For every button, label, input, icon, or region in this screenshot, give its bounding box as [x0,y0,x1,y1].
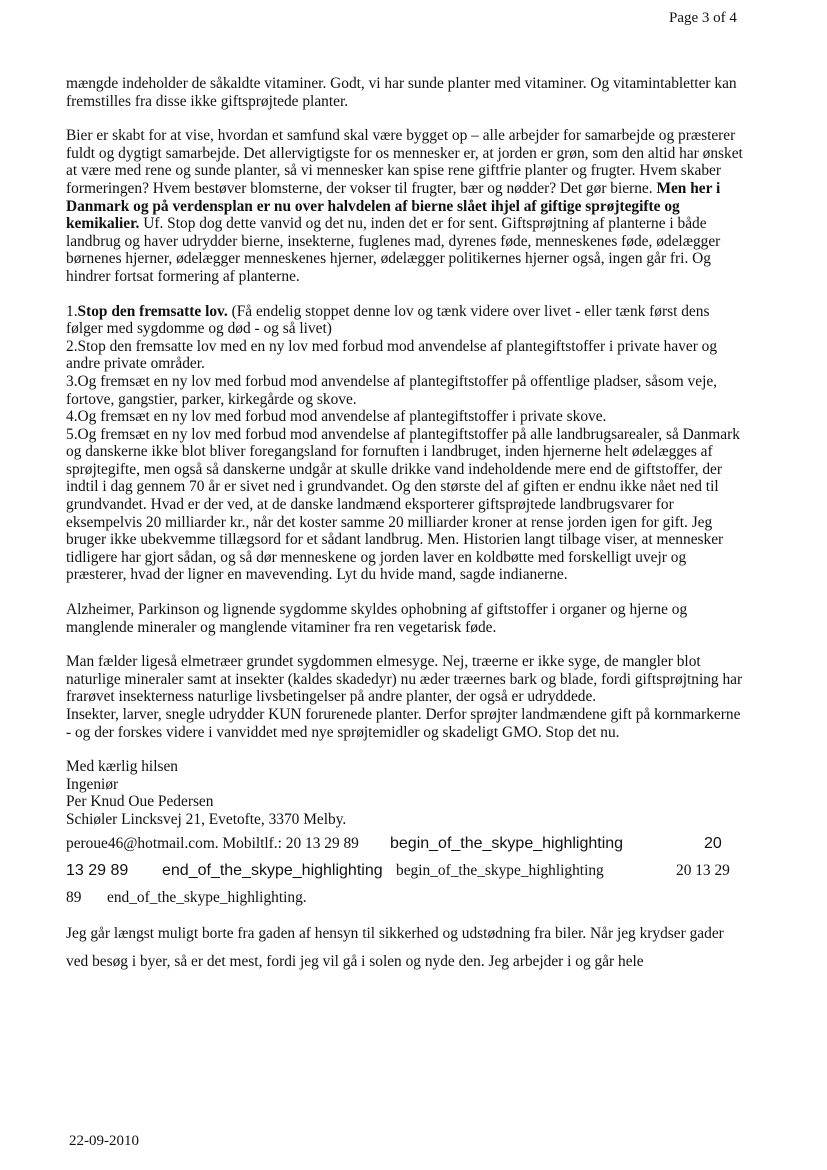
paragraph-elm-trees-2: Insekter, larver, snegle udrydder KUN forurenede planter. Derfor sprøjter landmændene gift på kornmarkerne - og der forskes videre i vanviddet med nye sprøjtemidler og skadeligt GMO. Stop det nu. [66,706,741,741]
skype-end-2: end_of_the_skype_highlighting. [107,888,307,906]
list-item-1-bold: Stop den fremsatte lov. [77,302,228,320]
signature-address: Schiøler Lincksvej 21, Evetofte, 3370 Melby. [66,810,347,828]
footer-date: 22-09-2010 [69,1133,139,1149]
paragraph-bees-text-1: Bier er skabt for at vise, hvordan et samfund skal være bygget op – alle arbejder for samarbejde og præsterer fuldt og dygtigt samarbejde. Det allervigtigste for os mennesker er, at jorden er grøn, som den altid har ønsket at være med rene og sunde planter, så vi mennesker kan spise rene giftfrie planter og frugter. Hvem skaber formeringen? Hvem bestøver blomsterne, der vokser til frugter, bær og nødder? Det gør bierne. [66,127,743,197]
contact-block [66,835,748,916]
contact-line-1 [66,835,748,862]
list-item-1-prefix: 1. [66,302,78,320]
list-item-3: 3.Og fremsæt en ny lov med forbud mod anvendelse af plantegiftstoffer på offentlige pladser, såsom veje, fortove, gangstier, parker, kirkegårde og skove. [66,372,718,408]
paragraph-vitamins: mængde indeholder de såkaldte vitaminer. Godt, vi har sunde planter med vitaminer. Og vitamintabletter kan fremstilles fra disse ikke giftsprøjtede planter. [66,75,737,110]
contact-line-3 [66,889,748,916]
skype-begin-2: begin_of_the_skype_highlighting [396,861,604,879]
paragraph-elm-trees-1: Man fælder ligeså elmetræer grundet sygdommen elmesyge. Nej, træerne er ikke syge, de mangler blot naturlige mineraler samt at insekter (kaldes skadedyr) nu æder træernes bark og blade, fordi giftsprøjtning har frarøvet insekterness naturlige livsbetingelser på andre planter, der også er udryddede. [66,653,743,706]
signature-block [66,758,748,828]
skype-begin-1: begin_of_the_skype_highlighting [390,834,624,852]
list-item-1-text: (Få endelig stoppet denne lov og tænk videre over livet - eller tænk først dens følger med sygdomme og død - og så livet) [66,302,710,338]
list-item-4: 4.Og fremsæt en ny lov med forbud mod anvendelse af plantegiftstoffer i private skove. [66,408,607,426]
signature-name: Per Knud Oue Pedersen [66,793,214,811]
signature-greeting: Med kærlig hilsen [66,758,179,776]
paragraph-elm-trees [66,653,748,741]
phone-part-13-29-89: 13 29 89 [66,861,129,879]
list-item-1 [66,303,748,338]
paragraph-bees-text-2: Uf. Stop dog dette vanvid og det nu, inden det er for sent. Giftsprøjtning af planterne i både landbrug og haver udrydder bierne, insekterne, fuglenes mad, dyrenes føde, menneskenes føde, ødelægger børnenes hjerner, ødelægger menneskenes hjerner, ødelægger politikernes hjerner også, ingen går fri. Og hindrer fortsat formering af planterne. [66,215,721,285]
email-phone: peroue46@hotmail.com. Mobiltlf.: 20 13 29 89 [66,834,359,852]
phone-part-20: 20 [704,834,722,852]
paragraph-bees [66,127,748,285]
list-item-5: 5.Og fremsæt en ny lov med forbud mod anvendelse af plantegiftstoffer på alle landbrugsarealer, så Danmark og danskerne ikke blot bliver foregangsland for fornuften i landbruget, inden hjernerne helt ødelægges af sprøjtegifte, men også så danskerne undgår at skulle drikke vand indeholdende mere end de giftstoffer, der indtil i dag gennem 70 år er sivet ned i grundvandet. Og den største del af giften er endnu ikke nået ned til grundvandet. Hvad er der ved, at de danske landmænd eksporterer giftsprøjtede landbrugsvarer for eksempelvis 20 milliarder kr., når det koster samme 20 milliarder kroner at rense jorden igen for gift. Jeg bruger ikke ubekvemme tillægsord for et sådant landbrug. Men. Historien langt tilbage viser, at mennesker tidligere har gjort sådan, og så dør menneskene og jorden laver en koldbøtte med forskelligt uvejr og præsterer, hvad der ligner en mavevending. Lyt du hvide mand, sagde indianerne. [66,425,740,584]
paragraph-bees-bold: Men her i Danmark og på verdensplan er nu over halvdelen af bierne slået ihjel af giftige sprøjtegifte og kemikalier. [66,179,721,233]
skype-end-1: end_of_the_skype_highlighting [162,861,383,879]
page-number: Page 3 of 4 [669,10,737,26]
document-body [66,75,748,976]
paragraph-alzheimer: Alzheimer, Parkinson og lignende sygdomme skyldes ophobning af giftstoffer i organer og hjerne og manglende mineraler og manglende vitaminer fra ren vegetarisk føde. [66,601,688,636]
contact-line-2 [66,862,748,889]
signature-title: Ingeniør [66,775,119,793]
demands-list [66,303,748,585]
paragraph-street: Jeg går længst muligt borte fra gaden af hensyn til sikkerhed og udstødning fra biler. Når jeg krydser gader ved besøg i byer, så er det mest, fordi jeg vil gå i solen og nyde den. Jeg arbejder i og går hele [66,924,724,970]
phone-part-89: 89 [66,888,82,906]
list-item-2: 2.Stop den fremsatte lov med en ny lov med forbud mod anvendelse af plantegiftstoffer i private haver og andre private områder. [66,337,718,373]
phone-part-20-13-29: 20 13 29 [676,861,730,879]
